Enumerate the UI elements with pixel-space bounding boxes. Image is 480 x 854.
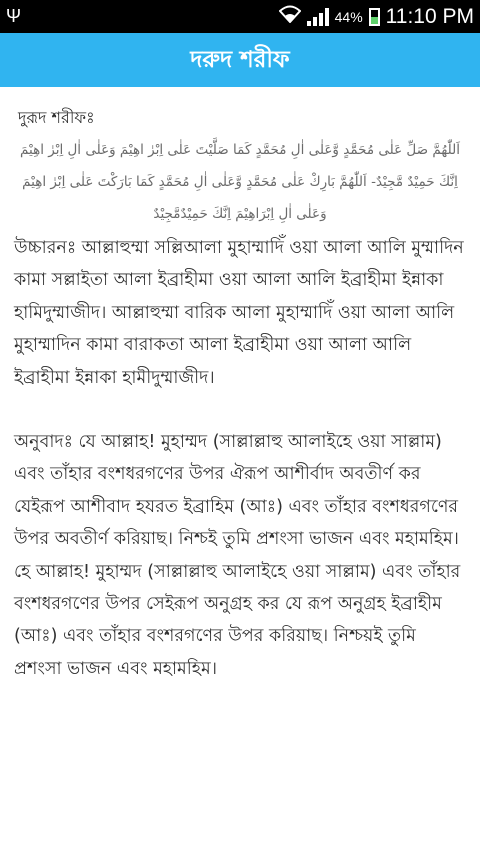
title-bar [0, 33, 480, 87]
status-time: 11:10 PM [385, 4, 474, 28]
wifi-icon [279, 5, 301, 28]
page-title: দরুদ শরীফ [190, 46, 290, 73]
paragraph-gap [14, 394, 466, 426]
status-bar [0, 0, 480, 33]
signal-icon [307, 8, 329, 26]
section-heading: দুরূদ শরীফঃ [18, 108, 95, 127]
usb-icon: Ψ [6, 6, 22, 26]
translation-text: অনুবাদঃ যে আল্লাহ! মুহাম্মদ (সাল্লাল্লাহু আলাইহে ওয়া সাল্লাম) এবং তাঁহার বংশধরগণের উপর ঐরূপ আশীর্বাদ অবতীর্ণ কর যেইরূপ আশীবাদ হযরত ইব্রাহিম (আঃ) এবং তাঁহার বংশধরগণের উপর অবতীর্ণ করিয়াছ। নিশ্চই তুমি প্রশংসা ভাজন এবং মহামহিম। হে আল্লাহ! মুহাম্মদ (সাল্লাল্লাহু আলাইহে ওয়া সাল্লাম) এবং তাঁহার বংশধরগণের উপর সেইরূপ অনুগ্রহ কর যে রূপ অনুগ্রহ ইব্রাহীম (আঃ) এবং তাঁহার বংশরগণের উপর করিয়াছ। নিশ্চয়ই তুমি প্রশংসা ভাজন এবং মহামহিম। [14, 432, 461, 679]
battery-percent: 44% [334, 8, 363, 25]
battery-icon [369, 8, 380, 26]
pronunciation-text: উচ্চারনঃ আল্লাহুম্মা সল্লিআলা মুহাম্মাদিঁ ওয়া আলা আলি মুম্মাদিন কামা সল্লাইতা আলা ইব্রাহীমা ওয়া আলা আলি ইব্রাহীমা ইন্নাকা হামিদুম্মাজীদ। আল্লাহুম্মা বারিক আলা মুহাম্মাদিঁ ওয়া আলা আলি মুহাম্মাদিন কামা বারাকতা আলা ইব্রাহীমা ওয়া আলা আলি ইব্রাহীমা ইন্নাকা হামীদুম্মাজীদ। [14, 238, 464, 388]
arabic-text: اَللّٰهُمَّ صَلِّ عَلٰى مُحَمَّدٍ وَّعَلٰى اٰلِ مُحَمَّدٍ كَمَا صَلَّيْتَ عَلٰى اِبْرٰ اهِيْمَ وَعَلٰى اٰلِ اِبْرٰ اهِيْمَ اِنَّكَ حَمِيْدٌ مَّجِيْدٌ- اَللّٰهُمَّ بَارِكْ عَلٰى مُحَمَّدٍ وَّعَلٰى اٰلِ مُحَمَّدٍ كَمَا بَارَكْتَ عَلٰى اِبْرٰ اهِيْمَ وَعَلٰى اٰلِ اِبْرَاهِيْمَ اِنَّكَ حَمِيْدٌمَّجِيْدٌ [20, 142, 460, 222]
content-area[interactable] [0, 87, 480, 685]
